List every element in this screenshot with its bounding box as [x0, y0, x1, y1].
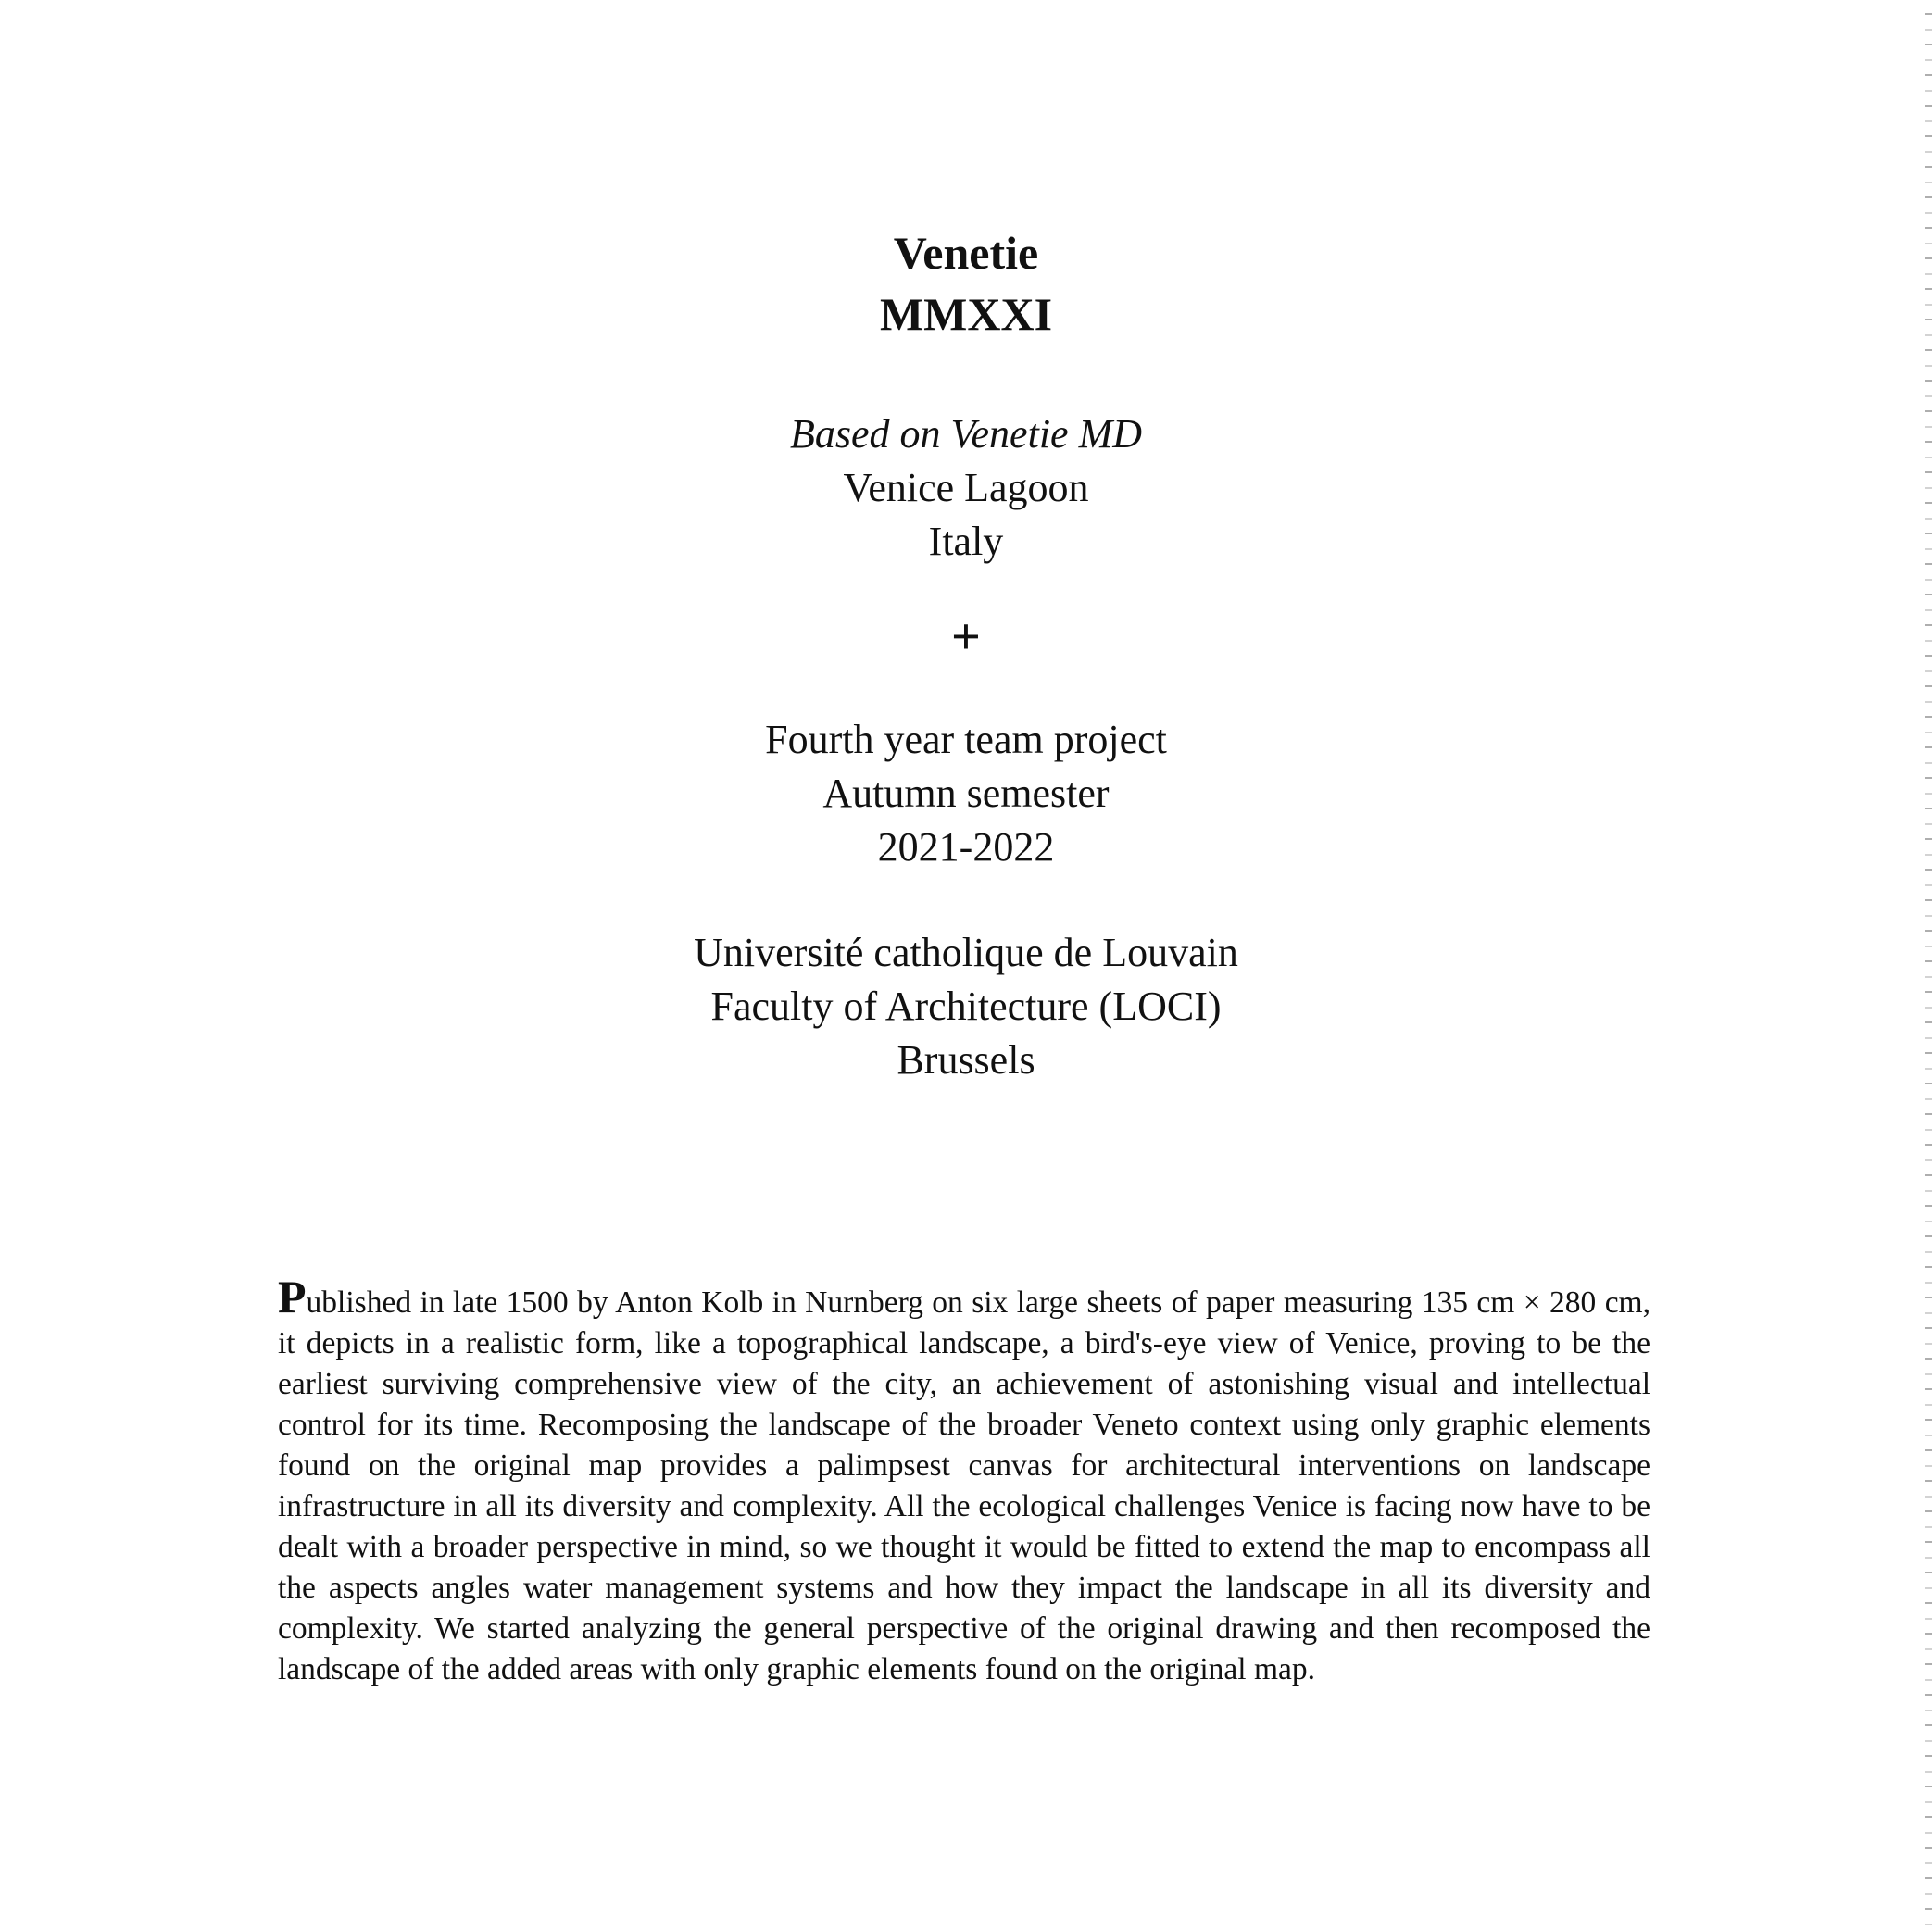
drop-cap: P — [278, 1271, 307, 1322]
plus-separator: + — [951, 608, 981, 666]
subtitle-block — [0, 407, 1932, 569]
project-line-1: Fourth year team project — [765, 717, 1167, 762]
institution-block — [0, 926, 1932, 1087]
institution-line-2: Faculty of Architecture (LOCI) — [710, 984, 1222, 1029]
body-text: ublished in late 1500 by Anton Kolb in Nurnberg on six large sheets of paper measuring 135 cm × 280 cm, it depicts in a realistic form, like a topographical landscape, a bird's-eye view of Venice, proving to be the earliest surviving comprehensive view of the city, an achievement of astonishing visual and intellectual control for its time. Recomposing the landscape of the broader Veneto context using only graphic elements found on the original map provides a palimpsest canvas for architectural interventions on landscape infrastructure in all its diversity and complexity. All the ecological challenges Venice is facing now have to be dealt with a broader perspective in mind, so we thought it would be fitted to extend the map to encompass all the aspects angles water management systems and how they impact the landscape in all its diversity and complexity. We started analyzing the general perspective of the original drawing and then recomposed the landscape of the added areas with only graphic elements found on the original map. — [278, 1285, 1650, 1686]
project-line-3: 2021-2022 — [877, 824, 1055, 870]
project-line-2: Autumn semester — [822, 771, 1110, 816]
project-block — [0, 713, 1932, 874]
based-on-line: Based on Venetie MD — [790, 411, 1142, 457]
body-paragraph — [278, 1271, 1650, 1690]
institution-line-1: Université catholique de Louvain — [694, 930, 1238, 975]
title-block — [0, 222, 1932, 345]
page-edge-scan-marks — [1925, 0, 1932, 1930]
title-line-2: MMXXI — [879, 288, 1053, 340]
institution-line-3: Brussels — [897, 1037, 1035, 1083]
country-line: Italy — [928, 519, 1004, 564]
location-line: Venice Lagoon — [843, 465, 1089, 510]
title-line-1: Venetie — [893, 227, 1039, 279]
separator-block — [0, 609, 1932, 665]
